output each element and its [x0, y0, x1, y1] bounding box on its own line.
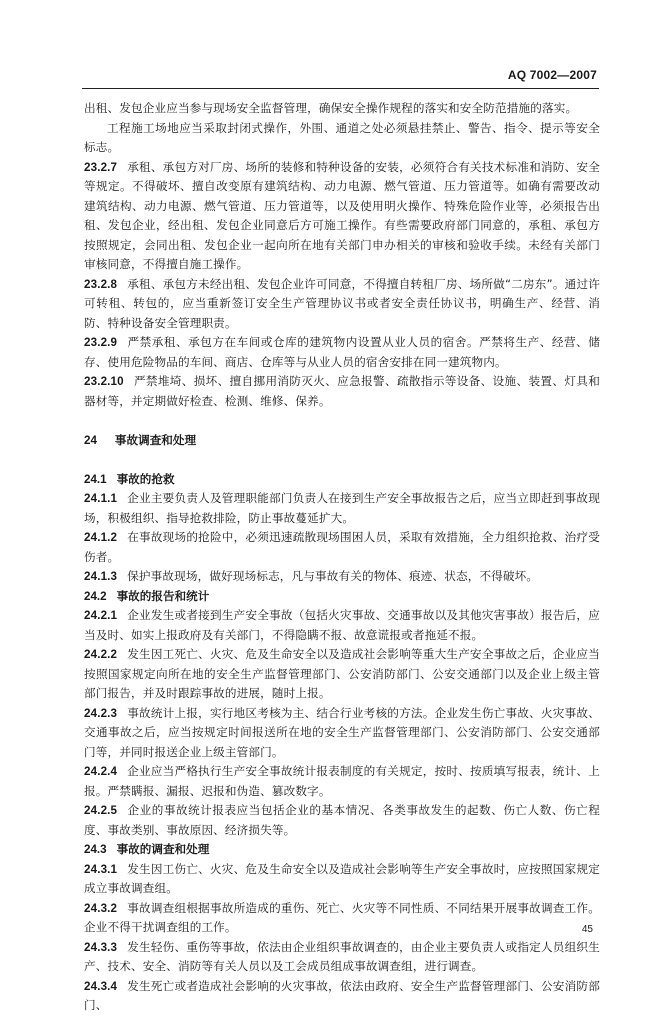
document-body	[84, 99, 600, 1016]
clause-number: 24	[84, 434, 97, 447]
clause-item	[84, 333, 600, 372]
clause-text: 在事故现场的抢险中，必须迅速疏散现场围困人员，采取有效措施，全力组织抢救、治疗受伤者。	[84, 530, 600, 564]
clause-text: 事故的调查和处理	[116, 842, 210, 856]
clause-number: 23.2.7	[84, 160, 118, 174]
clause-text: 严禁承租、承包方在车间或仓库的建筑物内设置从业人员的宿舍。严禁将生产、经营、储存、使用危险物品的车间、商店、仓库等与从业人员的宿舍安排在同一建筑物内。	[84, 335, 600, 369]
clause-number: 24.3.1	[84, 862, 118, 876]
clause-text: 出租、发包企业应当参与现场安全监督管理，确保安全操作规程的落实和安全防范措施的落实。	[84, 101, 578, 115]
clause-item	[84, 528, 600, 567]
clause-item	[84, 489, 600, 528]
clause-item	[84, 567, 600, 587]
clause-item	[84, 899, 600, 938]
clause-item	[84, 372, 600, 411]
clause-text: 企业发生或者接到生产安全事故（包括火灾事故、交通事故以及其他灾害事故）报告后，应当及时、如实上报政府及有关部门，不得隐瞒不报、故意谎报或者拖延不报。	[84, 608, 600, 642]
clause-text: 发生轻伤、重伤等事故，依法由企业组织事故调查的，由企业主要负责人或指定人员组织生产、技术、安全、消防等有关人员以及工会成员组成事故调查组，进行调查。	[84, 939, 600, 973]
clause-text: 保护事故现场，做好现场标志，凡与事故有关的物体、痕迹、状态，不得破坏。	[127, 569, 539, 583]
clause-number: 24.3.2	[84, 901, 118, 915]
clause-item	[84, 801, 600, 840]
clause-number: 24.3	[84, 843, 107, 856]
subsection-heading	[84, 470, 600, 490]
continuation-paragraph	[84, 99, 600, 119]
clause-number: 24.2	[84, 589, 107, 603]
clause-text: 事故统计上报，实行地区考核为主、结合行业考核的方法。企业发生伤亡事故、火灾事故、交通事故之后，应当按规定时间报送所在地的安全生产监督管理部门、公安消防部门、公安交通部门等，并同时报送企业上级主管部门。	[84, 705, 600, 759]
clause-text: 企业应当严格执行生产安全事故统计报表制度的有关规定，按时、按质填写报表，统计、上报。严禁瞒报、漏报、迟报和伪造、篡改数字。	[84, 764, 600, 798]
clause-text: 事故调查组根据事故所造成的重伤、死亡、火灾等不同性质、不同结果开展事故调查工作。企业不得干扰调查组的工作。	[84, 900, 600, 934]
clause-text: 企业主要负责人及管理职能部门负责人在接到生产安全事故报告之后，应当立即赶到事故现场，积极组织、指导抢救排险，防止事故蔓延扩大。	[84, 491, 600, 525]
clause-number: 24.1.2	[84, 531, 118, 544]
clause-item	[84, 704, 600, 763]
body-paragraph	[84, 119, 600, 158]
clause-number: 24.2.4	[84, 765, 118, 778]
clause-text: 发生因工死亡、火灾、危及生命安全以及造成社会影响等重大生产安全事故之后，企业应当按照国家规定向所在地的安全生产监督管理部门、公安消防部门、公安交通部门以及企业上级主管部门报告，并及时跟踪事故的进展，随时上报。	[84, 647, 600, 700]
clause-text: 发生因工伤亡、火灾、危及生命安全以及造成社会影响等生产安全事故时，应按照国家规定成立事故调查组。	[84, 861, 600, 895]
clause-text: 严禁堆埼、损坏、擅自挪用消防灭火、应急报警、疏散指示等设备、设施、装置、灯具和器材等，并定期做好检查、检测、维修、保养。	[84, 374, 600, 408]
clause-item	[84, 158, 600, 275]
clause-number: 24.1.3	[84, 570, 118, 583]
clause-item	[84, 762, 600, 801]
clause-number: 23.2.9	[84, 336, 118, 349]
clause-item	[84, 645, 600, 704]
clause-text: 承租、承包方对厂房、场所的装修和特种设备的安装，必须符合有关技术标准和消防、安全等规定。不得破坏、擅自改变原有建筑结构、动力电源、燃气管道、压力管道等。如确有需要改动建筑结构、动力电源、燃气管道、压力管道等，以及使用明火操作、特殊危险作业等，必须报告出租、发包企业，经出租、发包企业同意后方可施工操作。有些需要政府部门同意的，承租、承包方按照规定，会同出租、发包企业一起向所在地有关部门申办相关的审核和验收手续。未经有关部门审核同意，不得擅自施工操作。	[84, 159, 600, 271]
clause-number: 24.3.3	[84, 940, 118, 954]
clause-item	[84, 275, 600, 334]
clause-number: 24.2.1	[84, 609, 118, 622]
standard-code: AQ 7002—2007	[507, 68, 597, 82]
page-number: 45	[581, 924, 593, 935]
clause-number: 24.2.2	[84, 648, 118, 661]
clause-text: 发生死亡或者造成社会影响的火灾事故，依法由政府、安全生产监督管理部门、公安消防部门、	[84, 978, 600, 1012]
clause-item	[84, 938, 600, 977]
clause-number: 23.2.10	[84, 375, 124, 388]
subsection-heading	[84, 840, 600, 860]
clause-item	[84, 977, 600, 1016]
clause-text: 工程施工场地应当采取封闭式操作，外围、通道之处必须悬挂禁止、警告、指令、提示等安全标志。	[84, 120, 600, 154]
clause-text: 企业的事故统计报表应当包括企业的基本情况、各类事故发生的起数、伤亡人数、伤亡程度、事故类别、事故原因、经济损失等。	[84, 803, 600, 837]
clause-item	[84, 860, 600, 899]
clause-text: 事故的报告和统计	[116, 588, 210, 603]
clause-number: 24.3.4	[84, 979, 118, 993]
clause-item	[84, 606, 600, 645]
clause-text: 承租、承包方未经出租、发包企业许可同意，不得擅自转租厂房、场所做“二房东”。通过许可转租、转包的，应当重新签订安全生产管理协议书或者安全责任协议书，明确生产、经营、消防、特种设备安全管理职责。	[84, 276, 600, 330]
clause-number: 23.2.8	[84, 277, 118, 291]
clause-number: 24.2.5	[84, 804, 118, 817]
section-heading	[84, 431, 600, 451]
clause-text: 事故调查和处理	[114, 433, 197, 447]
header-rule	[82, 88, 599, 89]
clause-number: 24.2.3	[84, 706, 118, 720]
clause-text: 事故的抢救	[116, 471, 175, 486]
subsection-heading	[84, 587, 600, 607]
clause-number: 24.1.1	[84, 492, 118, 505]
clause-number: 24.1	[84, 472, 107, 486]
